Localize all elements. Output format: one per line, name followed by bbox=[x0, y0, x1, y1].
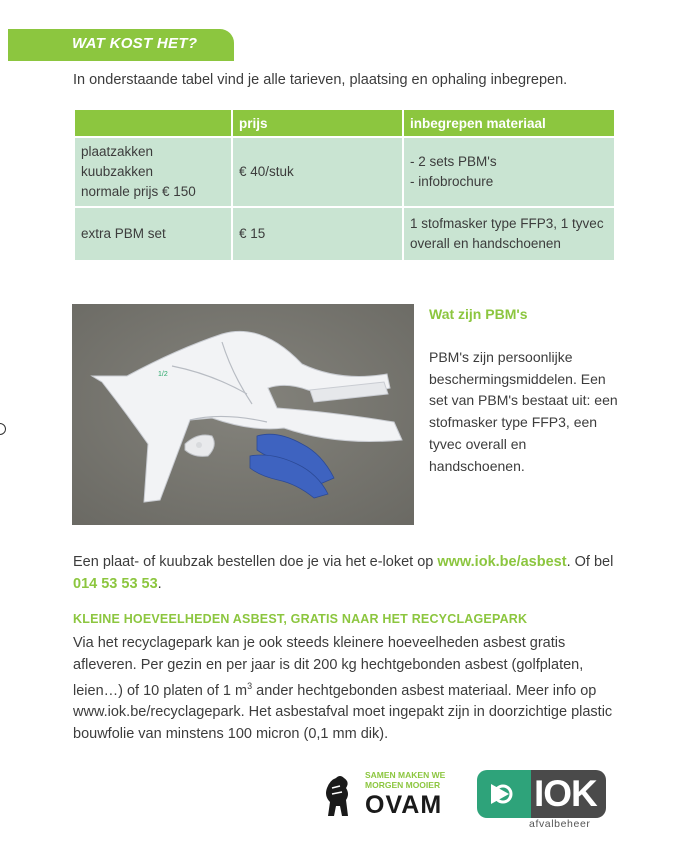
ovam-tagline-2: MORGEN MOOIER bbox=[365, 780, 441, 790]
page-marker bbox=[0, 423, 6, 435]
phone-number[interactable]: 014 53 53 53 bbox=[73, 575, 158, 592]
order-info bbox=[73, 552, 633, 595]
table-cell-materials: 1 stofmasker type FFP3, 1 tyvec overall en handschoenen bbox=[403, 207, 615, 261]
table-cell-product: plaatzakken kuubzakken normale prijs € 150 bbox=[74, 137, 232, 207]
tariff-table bbox=[73, 108, 616, 262]
eloket-link[interactable]: www.iok.be/asbest bbox=[437, 554, 567, 570]
overall-mark: 1/2 bbox=[158, 371, 168, 378]
iok-green-block bbox=[477, 770, 531, 818]
section-text-a: Via het recyclagepark kan je ook steeds kleinere hoeveelheden asbest gratis afleveren. Per gezin en per jaar is dit 200 kg hechtgebonden asbest (golfplaten, leien…) of 10 platen of 1 m bbox=[73, 635, 584, 699]
ppe-photo-drawing bbox=[72, 304, 414, 525]
order-text-before: Een plaat- of kuubzak bestellen doe je via het e-loket op bbox=[73, 554, 438, 570]
order-text-mid: . Of bel bbox=[566, 554, 614, 570]
table-row bbox=[74, 137, 615, 207]
table-row bbox=[74, 207, 615, 261]
iok-subtitle: afvalbeheer bbox=[529, 818, 591, 830]
iok-logo bbox=[477, 770, 612, 832]
banner-title: WAT KOST HET? bbox=[72, 35, 198, 52]
iok-name: IOK bbox=[534, 773, 597, 814]
table-cell-price: € 15 bbox=[232, 207, 403, 261]
table-cell-product: extra PBM set bbox=[74, 207, 232, 261]
table-header-materials: inbegrepen materiaal bbox=[403, 109, 615, 137]
ovam-tagline-1: SAMEN MAKEN WE bbox=[365, 770, 446, 780]
iok-dark-block bbox=[531, 770, 606, 818]
order-text-after: . bbox=[157, 575, 162, 592]
section-superscript: 3 bbox=[247, 681, 253, 691]
ppe-description: PBM's zijn persoonlijke beschermingsmiddelen. Een set van PBM's bestaat uit: een stofmasker type FFP3, een tyvec overall en handschoenen. bbox=[429, 349, 618, 474]
iok-arrow-icon bbox=[477, 770, 531, 818]
section-banner bbox=[8, 29, 234, 61]
intro-text: In onderstaande tabel vind je alle tarieven, plaatsing en ophaling inbegrepen. bbox=[73, 72, 568, 88]
ppe-title: Wat zijn PBM's bbox=[429, 306, 528, 322]
section-text-b: ander hechtgebonden asbest materiaal. Meer info op www.iok.be/recyclagepark. Het asbestafval moet ingepakt zijn in doorzichtige plastic bouwfolie van minstens 100 micron (0,1 mm dik). bbox=[73, 682, 613, 742]
flemish-lion-icon bbox=[320, 772, 354, 820]
table-header-price: prijs bbox=[232, 109, 403, 137]
ovam-logo bbox=[320, 770, 460, 824]
ppe-photo bbox=[72, 304, 414, 525]
table-cell-price: € 40/stuk bbox=[232, 137, 403, 207]
ovam-name: OVAM bbox=[365, 791, 443, 819]
section-title: KLEINE HOEVEELHEDEN ASBEST, GRATIS NAAR HET RECYCLAGEPARK bbox=[73, 612, 528, 626]
section-body bbox=[73, 633, 628, 745]
table-cell-materials: - 2 sets PBM's - infobrochure bbox=[403, 137, 615, 207]
table-header-row bbox=[74, 109, 615, 137]
table-header-empty bbox=[74, 109, 232, 137]
